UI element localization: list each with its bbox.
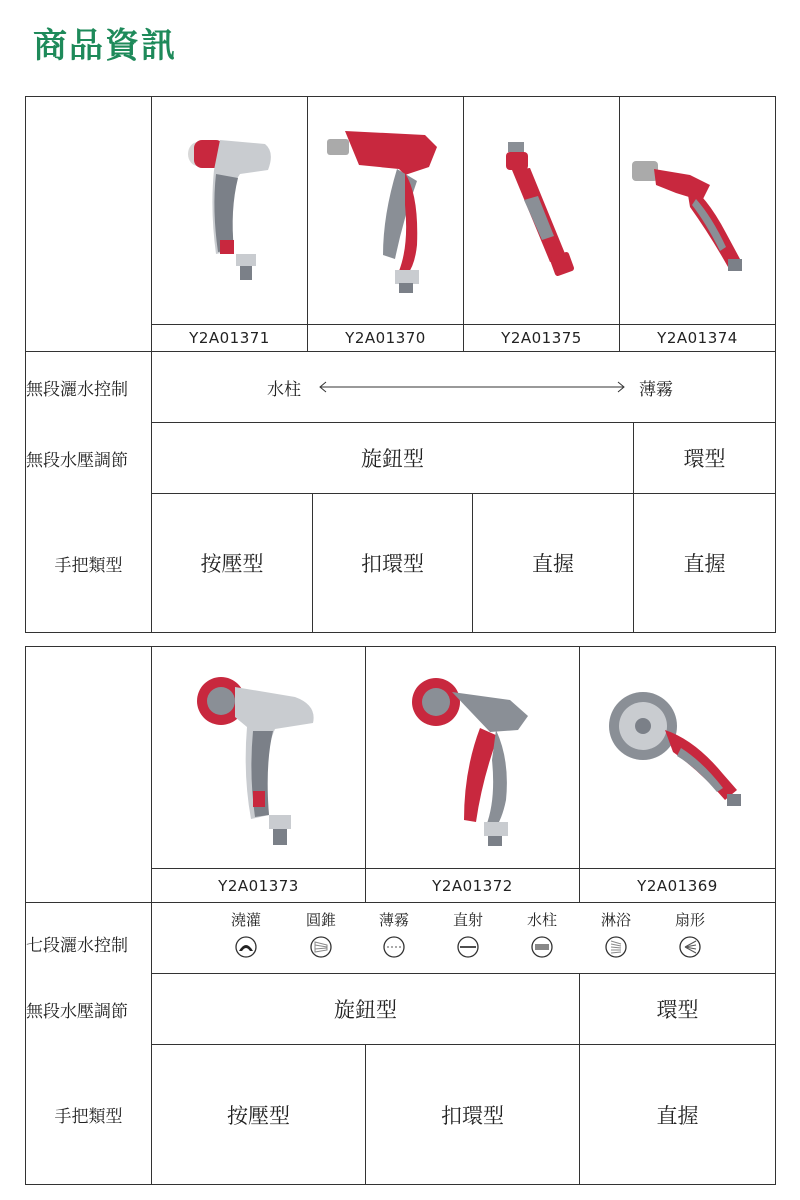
- handle-value: 按壓型: [152, 1045, 366, 1184]
- spray-mode: [216, 909, 276, 958]
- product-code: Y2A01371: [152, 325, 308, 352]
- row-label: 無段水壓調節: [26, 1002, 128, 1022]
- spray-mode-label: 水柱: [526, 911, 557, 929]
- spray-mode: [438, 909, 498, 958]
- product-code: Y2A01373: [152, 869, 366, 903]
- product-image-y2a01372: [410, 670, 535, 850]
- spray-mode: [660, 909, 720, 958]
- mist-mode-icon: [383, 936, 405, 958]
- double-arrow-icon: [317, 381, 627, 393]
- handle-value: 直握: [683, 552, 726, 576]
- watering-mode-icon: [235, 936, 257, 958]
- spray-mode: [586, 909, 646, 958]
- row-label: 無段灑水控制: [26, 380, 128, 400]
- row-label: 七段灑水控制: [26, 936, 128, 956]
- product-code: Y2A01375: [464, 325, 620, 352]
- product-image-y2a01373: [195, 665, 325, 855]
- product-image-y2a01371: [180, 130, 280, 290]
- product-code: Y2A01372: [366, 869, 580, 903]
- spray-control-row: [152, 352, 775, 423]
- spray-mode-label: 澆灌: [230, 911, 261, 929]
- spray-mode-label: 圓錐: [305, 911, 336, 929]
- product-image-y2a01370: [325, 125, 445, 295]
- spray-mode-label: 薄霧: [378, 911, 409, 929]
- spray-mode-label: 直射: [452, 911, 483, 929]
- product-image-y2a01375: [500, 140, 580, 280]
- product-image-y2a01369: [605, 690, 745, 810]
- pressure-value: 環型: [580, 974, 775, 1045]
- shower-mode-icon: [605, 936, 627, 958]
- pressure-value: 旋鈕型: [152, 974, 580, 1045]
- row-label: 手把類型: [54, 1107, 123, 1127]
- row-label: 無段水壓調節: [26, 451, 128, 471]
- spray-left-label: 水柱: [267, 379, 301, 400]
- spray-mode: [512, 909, 572, 958]
- handle-value: 直握: [473, 494, 634, 632]
- spray-mode: [291, 909, 351, 958]
- jet-mode-icon: [457, 936, 479, 958]
- handle-value: 直握: [656, 1103, 699, 1128]
- label-column-top: [26, 97, 152, 352]
- stream-mode-icon: [531, 936, 553, 958]
- handle-value: 扣環型: [366, 1045, 580, 1184]
- handle-value: 扣環型: [313, 494, 473, 632]
- fan-mode-icon: [679, 936, 701, 958]
- spray-modes-row: [152, 903, 775, 974]
- spray-mode: [364, 909, 424, 958]
- row-label: 手把類型: [54, 555, 123, 576]
- product-code: Y2A01369: [580, 869, 775, 903]
- handle-value: 按壓型: [152, 494, 313, 632]
- spray-right-label: 薄霧: [639, 379, 673, 400]
- spray-mode-label: 淋浴: [600, 911, 631, 929]
- page-title: 商品資訊: [33, 26, 177, 66]
- cone-mode-icon: [310, 936, 332, 958]
- label-column-top: [26, 647, 152, 903]
- pressure-value: 環型: [634, 423, 775, 494]
- pressure-value: 旋鈕型: [152, 423, 634, 494]
- spray-mode-label: 扇形: [674, 911, 705, 929]
- product-code: Y2A01370: [308, 325, 464, 352]
- product-image-y2a01374: [630, 155, 745, 275]
- product-code: Y2A01374: [620, 325, 775, 352]
